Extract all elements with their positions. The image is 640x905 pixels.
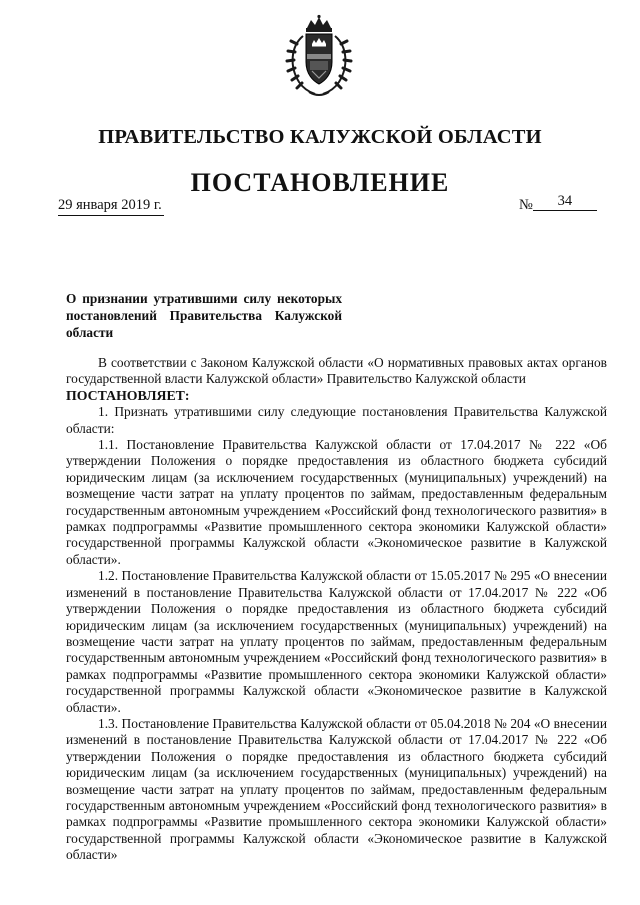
- item-1-1-paragraph: 1.1. Постановление Правительства Калужской области от 17.04.2017 № 222 «Об утверждении Положения о порядке предоставления из областного бюджета субсидий юридическим лицам (за исключением государственных (муниципальных) учреждений) на возмещение части затрат на уплату процентов по займам, предоставленным федеральным государственным автономным учреждением «Российский фонд технологического развития» в рамках подпрограммы «Развитие промышленного сектора экономики Калужской области» государственной программы Калужской области «Экономическое развитие в Калужской области».: [66, 437, 607, 567]
- document-number-field: [519, 193, 611, 215]
- item-1-paragraph: 1. Признать утратившими силу следующие постановления Правительства Калужской области:: [66, 404, 607, 436]
- document-subject: О признании утратившими силу некоторых постановлений Правительства Калужской области: [66, 291, 342, 340]
- preamble-paragraph: В соответствии с Законом Калужской области «О нормативных правовых актах органов государственной власти Калужской области» Правительство Калужской области: [66, 355, 607, 387]
- item-1-3-paragraph: 1.3. Постановление Правительства Калужской области от 05.04.2018 № 204 «О внесении изменений в постановление Правительства Калужской области от 17.04.2017 № 222 «Об утверждении Положения о порядке предоставления из областного бюджета субсидий юридическим лицам (за исключением государственных (муниципальных) учреждений) на возмещение части затрат на уплату процентов по займам, предоставленным федеральным государственным автономным учреждением «Российский фонд технологического развития» в рамках подпрограммы «Развитие промышленного сектора экономики Калужской области» государственной программы Калужской области «Экономическое развитие в Калужской области»: [66, 715, 607, 863]
- decree-word: ПОСТАНОВЛЯЕТ:: [66, 387, 190, 403]
- document-number: 34: [533, 193, 597, 211]
- government-title: ПРАВИТЕЛЬСТВО КАЛУЖСКОЙ ОБЛАСТИ: [98, 126, 542, 148]
- coat-of-arms-emblem: [283, 14, 355, 98]
- document-date: 29 января 2019 г.: [58, 197, 164, 216]
- document-type-heading: ПОСТАНОВЛЕНИЕ: [190, 168, 450, 197]
- item-1-2-paragraph: 1.2. Постановление Правительства Калужской области от 15.05.2017 № 295 «О внесении изменений в постановление Правительства Калужской области от 17.04.2017 № 222 «Об утверждении Положения о порядке предоставления из областного бюджета субсидий юридическим лицам (за исключением государственных (муниципальных) учреждений) на возмещение части затрат на уплату процентов по займам, предоставленным федеральным государственным автономным учреждением «Российский фонд технологического развития» в рамках подпрограммы «Развитие промышленного сектора экономики Калужской области» государственной программы Калужской области «Экономическое развитие в Калужской области».: [66, 568, 607, 715]
- document-body: [66, 355, 607, 864]
- number-sign: №: [519, 197, 533, 213]
